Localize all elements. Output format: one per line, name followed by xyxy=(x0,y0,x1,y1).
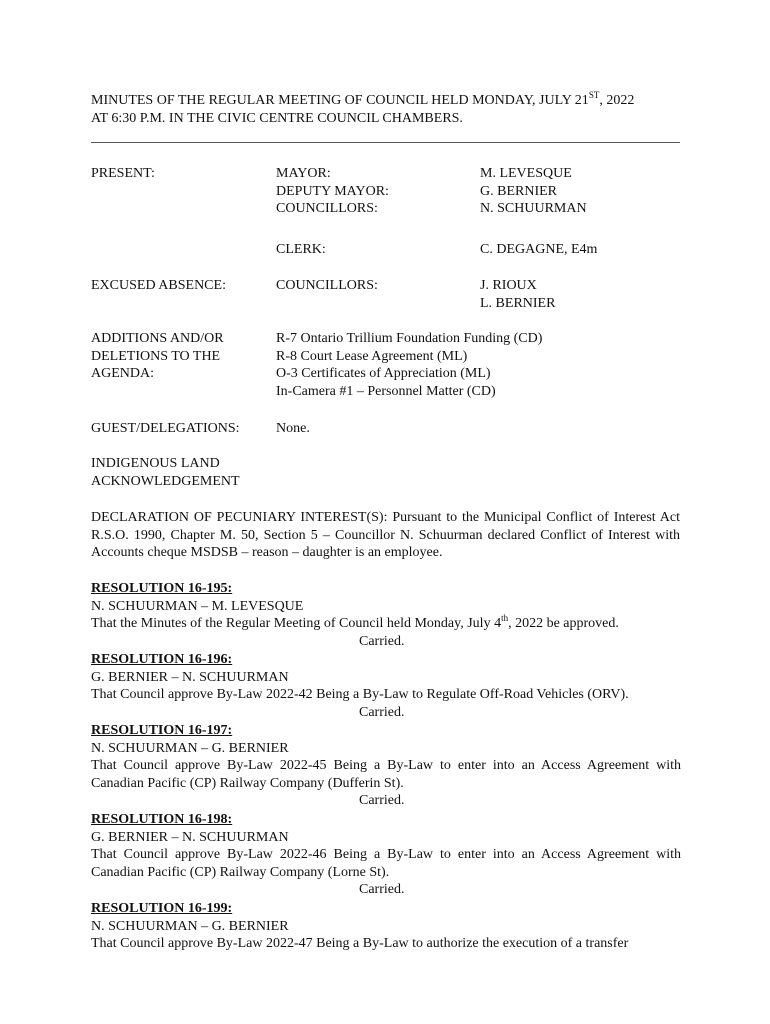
resolution-text: That the Minutes of the Regular Meeting of Council held Monday, July 4th, 2022 be approved. xyxy=(91,613,619,631)
title-divider xyxy=(91,142,680,143)
resolution-title: RESOLUTION 16-198: xyxy=(91,812,233,827)
resolution-16-195 xyxy=(91,580,681,650)
resolution-text: That Council approve By-Law 2022-42 Being a By-Law to Regulate Off-Road Vehicles (ORV). xyxy=(91,687,629,702)
resolution-movers: N. SCHUURMAN – G. BERNIER xyxy=(91,740,289,756)
resolution-text: That Council approve By-Law 2022-45 Being a By-Law to enter into an Access Agreement with Canadian Pacific (CP) Railway Company (Dufferin St). xyxy=(91,758,681,791)
resolution-16-199 xyxy=(91,900,681,953)
resolution-movers: N. SCHUURMAN – M. LEVESQUE xyxy=(91,598,304,614)
additions-label: ADDITIONS AND/OR DELETIONS TO THE AGENDA: xyxy=(91,331,224,381)
excused-label: EXCUSED ABSENCE: xyxy=(91,278,226,293)
resolution-16-197 xyxy=(91,722,681,810)
list-item: R-8 Court Lease Agreement (ML) xyxy=(276,348,468,364)
list-item: R-7 Ontario Trillium Foundation Funding (CD) xyxy=(276,331,543,346)
guests-label: GUEST/DELEGATIONS: xyxy=(91,421,240,436)
resolution-title: RESOLUTION 16-196: xyxy=(91,652,233,667)
resolution-movers: G. BERNIER – N. SCHUURMAN xyxy=(91,669,289,685)
resolution-16-196 xyxy=(91,651,681,721)
clerk-role: CLERK: xyxy=(276,242,326,257)
declaration-paragraph: DECLARATION OF PECUNIARY INTEREST(S): Pursuant to the Municipal Conflict of Interest Act R.S.O. 1990, Chapter M. 50, Section 5 – Councillor N. Schuurman declared Conflict of Interest with Accounts cheque MSDSB – reason – daughter is an employee. xyxy=(91,510,680,560)
resolution-movers: N. SCHUURMAN – G. BERNIER xyxy=(91,918,289,934)
resolution-text: That Council approve By-Law 2022-47 Being a By-Law to authorize the execution of a transfer xyxy=(91,936,629,951)
carried-status: Carried. xyxy=(359,633,405,649)
excused-names: J. RIOUX L. BERNIER xyxy=(480,278,556,311)
clerk-name: C. DEGAGNE, E4m xyxy=(480,242,598,257)
minutes-title: MINUTES OF THE REGULAR MEETING OF COUNCIL HELD MONDAY, JULY 21ST, 2022 AT 6:30 P.M. IN THE CIVIC CENTRE COUNCIL CHAMBERS. xyxy=(91,90,635,126)
resolution-16-198 xyxy=(91,811,681,899)
carried-status: Carried. xyxy=(359,882,405,897)
excused-role: COUNCILLORS: xyxy=(276,278,378,293)
resolution-title: RESOLUTION 16-197: xyxy=(91,723,233,738)
present-label: PRESENT: xyxy=(91,166,155,181)
resolution-title: RESOLUTION 16-199: xyxy=(91,901,233,916)
guests-value: None. xyxy=(276,421,310,436)
resolution-text: That Council approve By-Law 2022-46 Being a By-Law to enter into an Access Agreement with Canadian Pacific (CP) Railway Company (Lorne St). xyxy=(91,847,681,880)
list-item: In-Camera #1 – Personnel Matter (CD) xyxy=(276,383,496,399)
present-roles: MAYOR: DEPUTY MAYOR: COUNCILLORS: xyxy=(276,166,389,216)
land-acknowledgement-label: INDIGENOUS LAND ACKNOWLEDGEMENT xyxy=(91,456,240,489)
list-item: O-3 Certificates of Appreciation (ML) xyxy=(276,366,491,381)
resolution-title: RESOLUTION 16-195: xyxy=(91,581,233,596)
resolution-movers: G. BERNIER – N. SCHUURMAN xyxy=(91,829,289,845)
carried-status: Carried. xyxy=(359,704,405,720)
carried-status: Carried. xyxy=(359,793,405,808)
present-names: M. LEVESQUE G. BERNIER N. SCHUURMAN xyxy=(480,166,587,216)
additions-list xyxy=(276,330,676,400)
